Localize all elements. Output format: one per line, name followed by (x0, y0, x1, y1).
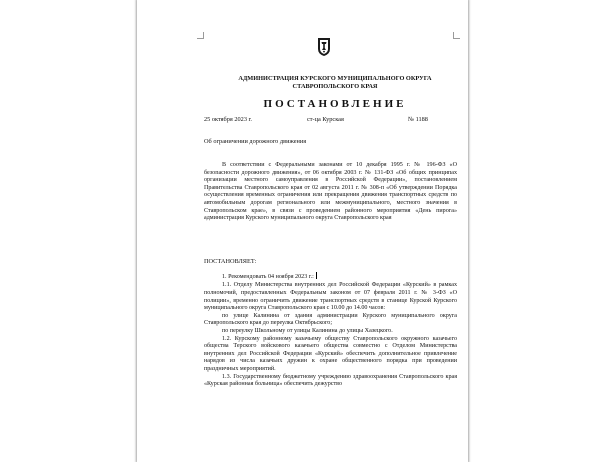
document-subject: Об ограничении дорожного движения (204, 138, 307, 145)
document-page (137, 0, 468, 462)
document-title: ПОСТАНОВЛЕНИЕ (263, 98, 407, 110)
resolution-item-text: 1. Рекомендовать 04 ноября 2023 г.: (222, 274, 314, 280)
resolves-heading: ПОСТАНОВЛЯЕТ: (204, 258, 257, 265)
organization-header (212, 75, 458, 90)
document-place: ст-ца Курская (307, 116, 344, 123)
crop-mark-top-left (197, 32, 204, 39)
resolution-item: 1.2. Курскому районному казачьему обществу Ставропольского окружного казачьего общества Терского войскового казачьего общества совместно с Отделом Министерства внутренних дел Российской Федерации «Курский» обеспечить дополнительное привлечение нарядов из числа казачьих дружин к охране общественного порядка при проведении праздничных мероприятий. (204, 335, 457, 372)
document-number: № 1188 (408, 116, 428, 123)
organization-name-line2: СТАВРОПОЛЬСКОГО КРАЯ (292, 82, 378, 90)
text-cursor (316, 272, 317, 279)
document-date: 25 октября 2023 г. (204, 116, 252, 123)
crop-mark-top-right (453, 32, 460, 39)
resolution-items (204, 272, 457, 389)
preamble-paragraph: В соответствии с Федеральными законами от 10 декабря 1995 г. № 196-ФЗ «О безопасности дорожного движения», от 06 октября 2003 г. № 131-ФЗ «Об общих принципах организации местного самоуправления в Российской Федерации», постановлением Правительства Ставропольского края от 02 августа 2011 г. № 308-п «Об утверждении Порядка осуществления временных ограничения или прекращения движения транспортных средств по автомобильным дорогам регионального или межмуниципального, местного значения в Ставропольском крае», в связи с проведением районного мероприятия «День пирога» администрация Курского муниципального округа Ставропольского края (204, 162, 457, 222)
coat-of-arms-icon (318, 38, 330, 56)
resolution-item: по улице Калинина от здания администрации Курского муниципального округа Ставропольского края до переулка Октябрьского; (204, 312, 457, 327)
resolution-item: по переулку Школьному от улицы Калинина до улицы Хазецкого. (222, 327, 393, 334)
resolution-item (204, 272, 457, 282)
resolution-item: 1.1. Отделу Министерства внутренних дел Российской Федерации «Курский» в рамках полномочий, предоставленных Федеральным законом от 07 февраля 2011 г. № 3-ФЗ «О полиции», временно ограничить движение транспортных средств в станице Курской Курского муниципального округа Ставропольского края с 10.00 до 14.00 часов: (204, 282, 457, 312)
resolution-item: 1.3. Государственному бюджетному учреждению здравоохранения Ставропольского края «Курская районная больница» обеспечить дежурство (204, 373, 457, 388)
organization-name-line1: АДМИНИСТРАЦИЯ КУРСКОГО МУНИЦИПАЛЬНОГО ОКРУГА (238, 75, 432, 82)
